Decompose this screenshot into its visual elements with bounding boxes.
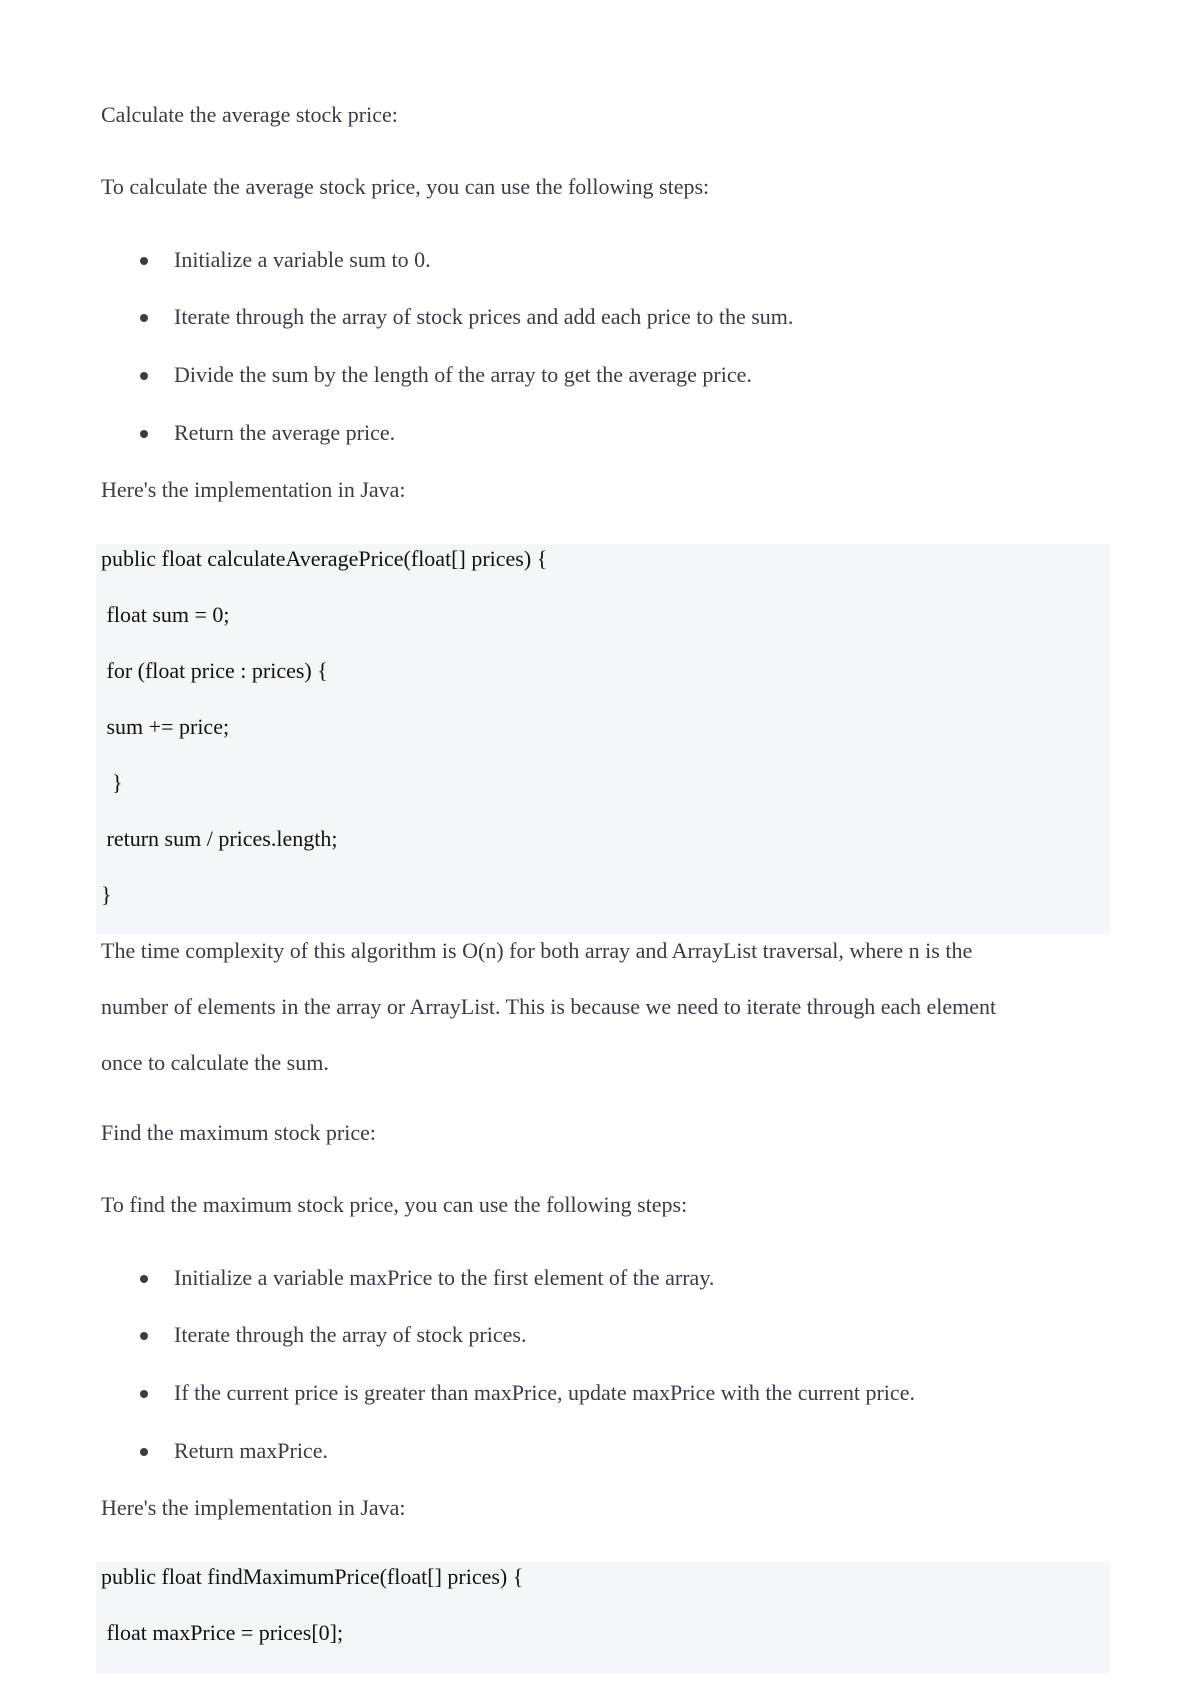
section-intro-maximum: To find the maximum stock price, you can use the following steps: bbox=[101, 1192, 688, 1217]
code-line: } bbox=[101, 770, 123, 795]
bullet-icon bbox=[140, 314, 148, 322]
list-item-text: Initialize a variable sum to 0. bbox=[174, 247, 431, 272]
list-item-text: Return maxPrice. bbox=[174, 1438, 328, 1463]
list-item-text: Iterate through the array of stock prices and add each price to the sum. bbox=[174, 304, 794, 329]
complexity-paragraph-line: once to calculate the sum. bbox=[101, 1050, 329, 1075]
list-item-text: Initialize a variable maxPrice to the first element of the array. bbox=[174, 1265, 715, 1290]
bullet-icon bbox=[140, 257, 148, 265]
list-item-text: Return the average price. bbox=[174, 420, 396, 445]
code-line: sum += price; bbox=[101, 714, 230, 739]
code-line: public float calculateAveragePrice(float[] prices) { bbox=[101, 546, 548, 571]
complexity-paragraph-line: The time complexity of this algorithm is O(n) for both array and ArrayList traversal, where n is the bbox=[101, 938, 973, 963]
code-line: return sum / prices.length; bbox=[101, 826, 338, 851]
complexity-paragraph-line: number of elements in the array or ArrayList. This is because we need to iterate through each element bbox=[101, 994, 997, 1019]
implementation-label: Here's the implementation in Java: bbox=[101, 477, 406, 502]
list-item-text: Iterate through the array of stock prices. bbox=[174, 1322, 527, 1347]
code-line: } bbox=[101, 882, 112, 907]
code-line: float sum = 0; bbox=[101, 602, 230, 627]
code-line: for (float price : prices) { bbox=[101, 658, 328, 683]
section-heading-average: Calculate the average stock price: bbox=[101, 102, 398, 127]
bullet-icon bbox=[140, 1275, 148, 1283]
bullet-icon bbox=[140, 430, 148, 438]
code-block-maximum bbox=[96, 1562, 1110, 1674]
bullet-icon bbox=[140, 1448, 148, 1456]
code-block-average bbox=[96, 544, 1110, 934]
bullet-icon bbox=[140, 1390, 148, 1398]
bullet-icon bbox=[140, 372, 148, 380]
section-heading-maximum: Find the maximum stock price: bbox=[101, 1120, 376, 1145]
code-line: float maxPrice = prices[0]; bbox=[101, 1620, 344, 1645]
code-line: public float findMaximumPrice(float[] prices) { bbox=[101, 1564, 524, 1589]
bullet-icon bbox=[140, 1332, 148, 1340]
list-item-text: If the current price is greater than maxPrice, update maxPrice with the current price. bbox=[174, 1380, 915, 1405]
list-item-text: Divide the sum by the length of the array to get the average price. bbox=[174, 362, 752, 387]
section-intro-average: To calculate the average stock price, you can use the following steps: bbox=[101, 174, 710, 199]
implementation-label: Here's the implementation in Java: bbox=[101, 1495, 406, 1520]
